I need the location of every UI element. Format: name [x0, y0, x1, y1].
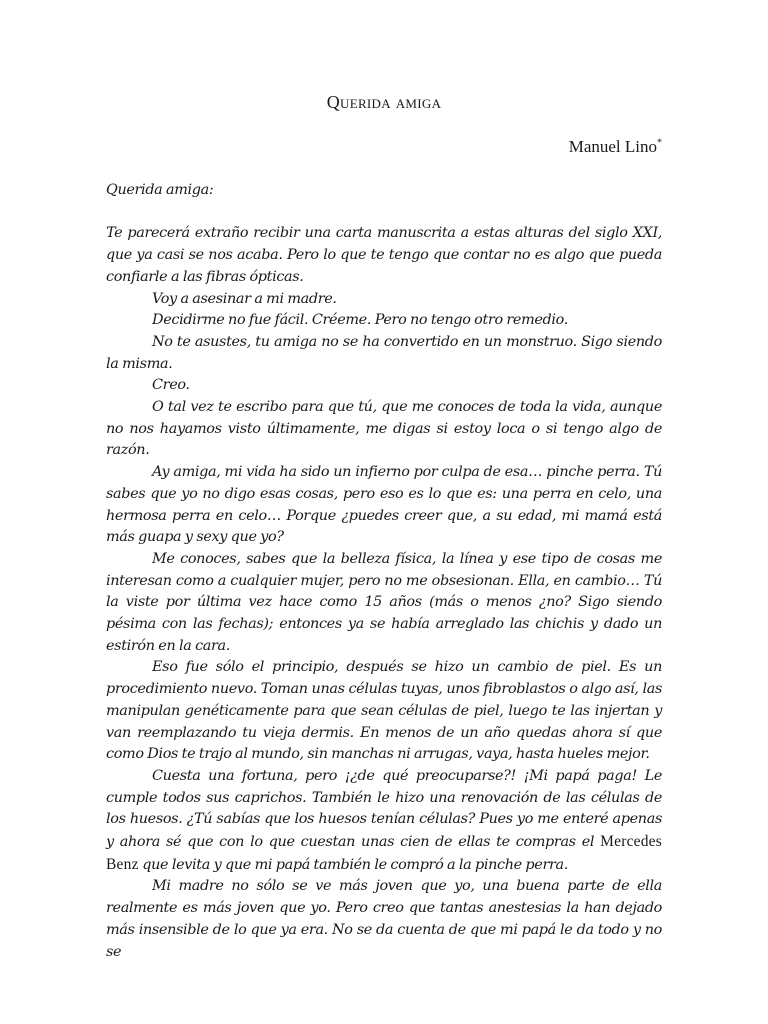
paragraph-2: Voy a asesinar a mi madre. — [152, 290, 337, 307]
salutation: Querida amiga: — [106, 182, 214, 198]
brand-name: Mercedes Benz — [106, 833, 662, 873]
author-line — [569, 137, 662, 157]
paragraph-5: Creo. — [152, 377, 190, 394]
paragraph-1: Te parecerá extraño recibir una carta manuscrita a estas alturas del siglo XXI, que ya casi se nos acaba. Pero lo que te tengo que contar no es algo que pueda confiarle a las fibras ópticas. — [106, 225, 662, 285]
paragraph-11: Mi madre no sólo se ve más joven que yo, una buena parte de ella realmente es más joven que yo. Pero creo que tantas anestesias la han dejado más insensible de lo que ya era. No se da cuenta de que mi papá le da todo y no se — [106, 878, 662, 960]
document-title: Querida amiga — [326, 92, 442, 112]
paragraph-4: No te asustes, tu amiga no se ha convertido en un monstruo. Sigo siendo la misma. — [106, 333, 662, 372]
paragraph-10-before: Cuesta una fortuna, pero ¡¿de qué preocuparse?! ¡Mi papá paga! Le cumple todos sus caprichos. También le hizo una renovación de las células de los huesos. ¿Tú sabías que los huesos tenían células? Pues yo me enteré apenas y ahora sé que con lo que cuestan unas cien de ellas te compras el — [106, 767, 662, 851]
paragraph-3: Decidirme no fue fácil. Créeme. Pero no tengo otro remedio. — [152, 312, 568, 329]
paragraph-9: Eso fue sólo el principio, después se hizo un cambio de piel. Es un procedimiento nuevo. Toman unas células tuyas, unos fibroblastos o algo así, las manipulan genéticamente para que sean células de piel, luego te las injertan y van reemplazando tu vieja dermis. En menos de un año quedas ahora sí que como Dios te trajo al mundo, sin manchas ni arrugas, vaya, hasta hueles mejor. — [106, 659, 662, 763]
paragraph-7: Ay amiga, mi vida ha sido un infierno por culpa de esa… pinche perra. Tú sabes que yo no digo esas cosas, pero eso es lo que es: una perra en celo, una hermosa perra en celo… Porque ¿puedes creer que, a su edad, mi mamá está más guapa y sexy que yo? — [106, 464, 662, 546]
paragraph-10 — [106, 766, 662, 877]
paragraph-10-after: que levita y que mi papá también le compró a la pinche perra. — [138, 856, 568, 873]
letter-body — [106, 180, 662, 963]
paragraph-8: Me conoces, sabes que la belleza física, la línea y ese tipo de cosas me interesan como a cualquier mujer, pero no me obsesionan. Ella, en cambio… Tú la viste por última vez hace como 15 años (más o menos ¿no? Sigo siendo pésima con las fechas); entonces ya se había arreglado las chichis y dado un estirón en la cara. — [106, 550, 662, 654]
paragraph-6: O tal vez te escribo para que tú, que me conoces de toda la vida, aunque no nos hayamos visto últimamente, me digas si estoy loca o si tengo algo de razón. — [106, 399, 662, 459]
author-footnote-mark: * — [657, 137, 662, 149]
author-name: Manuel Lino — [568, 137, 657, 156]
